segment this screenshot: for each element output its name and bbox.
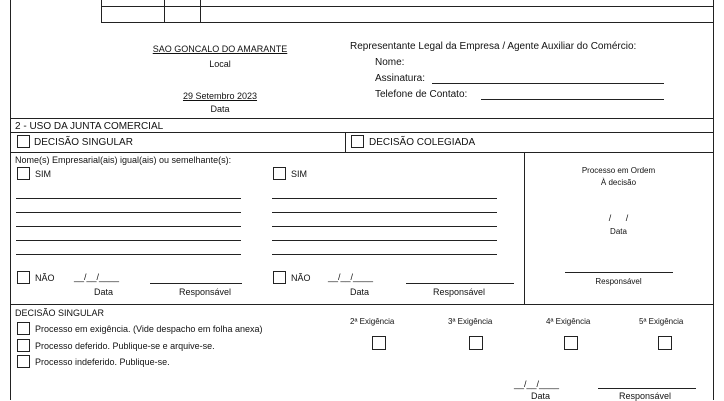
name-line-right-4[interactable] bbox=[272, 240, 497, 241]
option-checkbox-2[interactable] bbox=[17, 339, 30, 352]
exigencia-2-label: 2ª Exigência bbox=[350, 317, 395, 326]
exigencia-4-checkbox[interactable] bbox=[564, 336, 578, 350]
decision-collegiate-label: DECISÃO COLEGIADA bbox=[369, 137, 476, 148]
name-line-left-4[interactable] bbox=[16, 240, 241, 241]
nao-label-right: NÃO bbox=[291, 273, 311, 283]
responsavel-line-right[interactable] bbox=[406, 283, 514, 284]
section2-title: 2 - USO DA JUNTA COMERCIAL bbox=[15, 121, 164, 132]
process-order-responsavel-label: Responsável bbox=[595, 277, 642, 286]
exigencia-3-checkbox[interactable] bbox=[469, 336, 483, 350]
option-label-1: Processo em exigência. (Vide despacho em folha anexa) bbox=[35, 324, 263, 334]
names-label: Nome(s) Empresarial(ais) igual(ais) ou semelhante(s): bbox=[15, 155, 232, 165]
exigencia-3-label: 3ª Exigência bbox=[448, 317, 493, 326]
name-label: Nome: bbox=[375, 57, 405, 68]
phone-line[interactable] bbox=[481, 99, 664, 100]
signature-label: Assinatura: bbox=[375, 73, 426, 84]
data-label-left: Data bbox=[94, 287, 114, 297]
name-line-right-5[interactable] bbox=[272, 254, 497, 255]
name-line-left-1[interactable] bbox=[16, 198, 241, 199]
exigencia-4-label: 4ª Exigência bbox=[546, 317, 591, 326]
representative-title: Representante Legal da Empresa / Agente Auxiliar do Comércio: bbox=[350, 41, 637, 52]
date-blank-left[interactable]: __/__/____ bbox=[74, 272, 120, 282]
responsavel-label-right: Responsável bbox=[433, 287, 486, 297]
date-blank-right[interactable]: __/__/____ bbox=[328, 272, 374, 282]
date-label: Data bbox=[210, 104, 230, 114]
process-order-line2: À decisão bbox=[600, 178, 637, 187]
name-line-right-2[interactable] bbox=[272, 212, 497, 213]
process-order-date-blank[interactable]: / / bbox=[608, 213, 629, 223]
bottom-date-blank[interactable]: __/__/____ bbox=[514, 379, 560, 389]
decision-collegiate-checkbox[interactable] bbox=[351, 135, 364, 148]
nao-checkbox-left[interactable] bbox=[17, 271, 30, 284]
decision-single-checkbox[interactable] bbox=[17, 135, 30, 148]
responsavel-line-left[interactable] bbox=[150, 283, 242, 284]
exigencia-5-label: 5ª Exigência bbox=[639, 317, 684, 326]
exigencia-5-checkbox[interactable] bbox=[658, 336, 672, 350]
place-value: SAO GONCALO DO AMARANTE bbox=[152, 44, 288, 54]
process-order-responsavel-line[interactable] bbox=[565, 272, 673, 273]
decision-singular-title: DECISÃO SINGULAR bbox=[15, 308, 105, 318]
date-value: 29 Setembro 2023 bbox=[182, 91, 258, 101]
option-label-3: Processo indeferido. Publique-se. bbox=[35, 357, 170, 367]
phone-label: Telefone de Contato: bbox=[375, 89, 468, 100]
exigencia-2-checkbox[interactable] bbox=[372, 336, 386, 350]
name-line-left-3[interactable] bbox=[16, 226, 241, 227]
decision-single-label: DECISÃO SINGULAR bbox=[34, 137, 133, 148]
nao-checkbox-right[interactable] bbox=[273, 271, 286, 284]
data-label-right: Data bbox=[350, 287, 370, 297]
option-checkbox-1[interactable] bbox=[17, 322, 30, 335]
name-line-right-3[interactable] bbox=[272, 226, 497, 227]
bottom-responsavel-line[interactable] bbox=[598, 388, 696, 389]
signature-line[interactable] bbox=[432, 83, 664, 84]
bottom-responsavel-label: Responsável bbox=[619, 391, 672, 401]
sim-label-right: SIM bbox=[291, 169, 308, 179]
sim-checkbox-left[interactable] bbox=[17, 167, 30, 180]
nao-label-left: NÃO bbox=[35, 273, 55, 283]
process-order-data-label: Data bbox=[610, 227, 627, 236]
name-line-right-1[interactable] bbox=[272, 198, 497, 199]
place-label: Local bbox=[209, 59, 231, 69]
process-order-line1: Processo em Ordem bbox=[581, 166, 656, 175]
responsavel-label-left: Responsável bbox=[179, 287, 232, 297]
sim-checkbox-right[interactable] bbox=[273, 167, 286, 180]
name-line-left-2[interactable] bbox=[16, 212, 241, 213]
option-label-2: Processo deferido. Publique-se e arquive-se. bbox=[35, 341, 215, 351]
bottom-data-label: Data bbox=[531, 391, 551, 401]
option-checkbox-3[interactable] bbox=[17, 355, 30, 368]
name-line-left-5[interactable] bbox=[16, 254, 241, 255]
sim-label-left: SIM bbox=[35, 169, 52, 179]
